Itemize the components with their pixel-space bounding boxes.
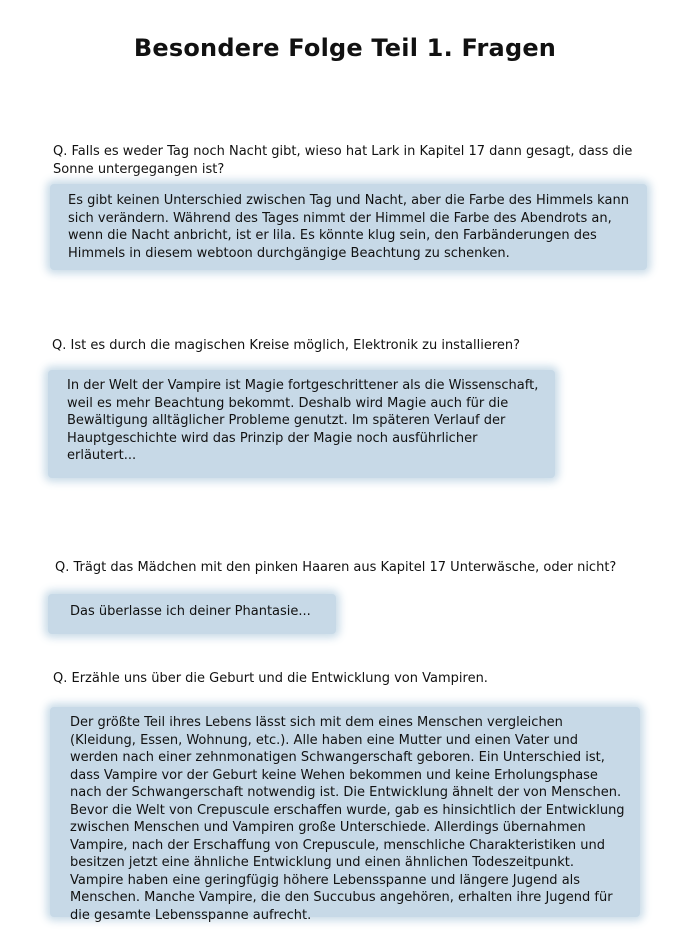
answer-text-3: Das überlasse ich deiner Phantasie... (70, 604, 311, 619)
question-4: Q. Erzähle uns über die Geburt und die Entwicklung von Vampiren. (53, 671, 488, 686)
answer-text-2: In der Welt der Vampire ist Magie fortgeschrittener als die Wissenschaft, weil es mehr Beachtung bekommt. Deshalb wird Magie auch für die Bewältigung alltäglicher Probleme genutzt. Im späteren Verlauf der Hauptgeschichte wird das Prinzip der Magie noch ausführlicher erläutert... (67, 378, 539, 463)
answer-box-4 (50, 707, 640, 923)
answer-box-2 (48, 370, 555, 478)
answer-text-4: Der größte Teil ihres Lebens lässt sich mit dem eines Menschen vergleichen (Kleidung, Essen, Wohnung, etc.). Alle haben eine Mutter und einen Vater und werden nach einer zehnmonatigen Schwangerschaft geboren. Ein Unterschied ist, dass Vampire vor der Geburt keine Wehen bekommen und keine Erholungsphase nach der Schwangerschaft notwendig ist. Die Entwicklung ähnelt der von Menschen. Bevor die Welt von Crepuscule erschaffen wurde, gab es hinsichtlich der Entwicklung zwischen Menschen und Vampiren große Unterschiede. Allerdings übernahmen Vampire, nach der Erschaffung von Crepuscule, menschliche Charakteristiken und besitzen jetzt eine ähnliche Entwicklung und einen ähnlichen Todeszeitpunkt. Vampire haben eine geringfügig höhere Lebensspanne und längere Jugend als Menschen. Manche Vampire, die den Succubus angehören, erhalten ihre Jugend für die gesamte Lebensspanne aufrecht. (70, 715, 625, 923)
answer-text-1: Es gibt keinen Unterschied zwischen Tag und Nacht, aber die Farbe des Himmels kann sich verändern. Während des Tages nimmt der Himmel die Farbe des Abendrots an, wenn die Nacht anbricht, ist er lila. Es könnte klug sein, den Farbänderungen des Himmels in diesem webtoon durchgängige Beachtung zu schenken. (68, 193, 629, 261)
answer-box-3 (48, 594, 336, 634)
answer-box-1 (50, 184, 647, 270)
question-2: Q. Ist es durch die magischen Kreise möglich, Elektronik zu installieren? (52, 338, 521, 353)
question-1: Q. Falls es weder Tag noch Nacht gibt, wieso hat Lark in Kapitel 17 dann gesagt, dass die Sonne untergegangen ist? (53, 144, 633, 177)
question-3: Q. Trägt das Mädchen mit den pinken Haaren aus Kapitel 17 Unterwäsche, oder nicht? (55, 560, 617, 575)
page-title: Besondere Folge Teil 1. Fragen (133, 34, 557, 62)
